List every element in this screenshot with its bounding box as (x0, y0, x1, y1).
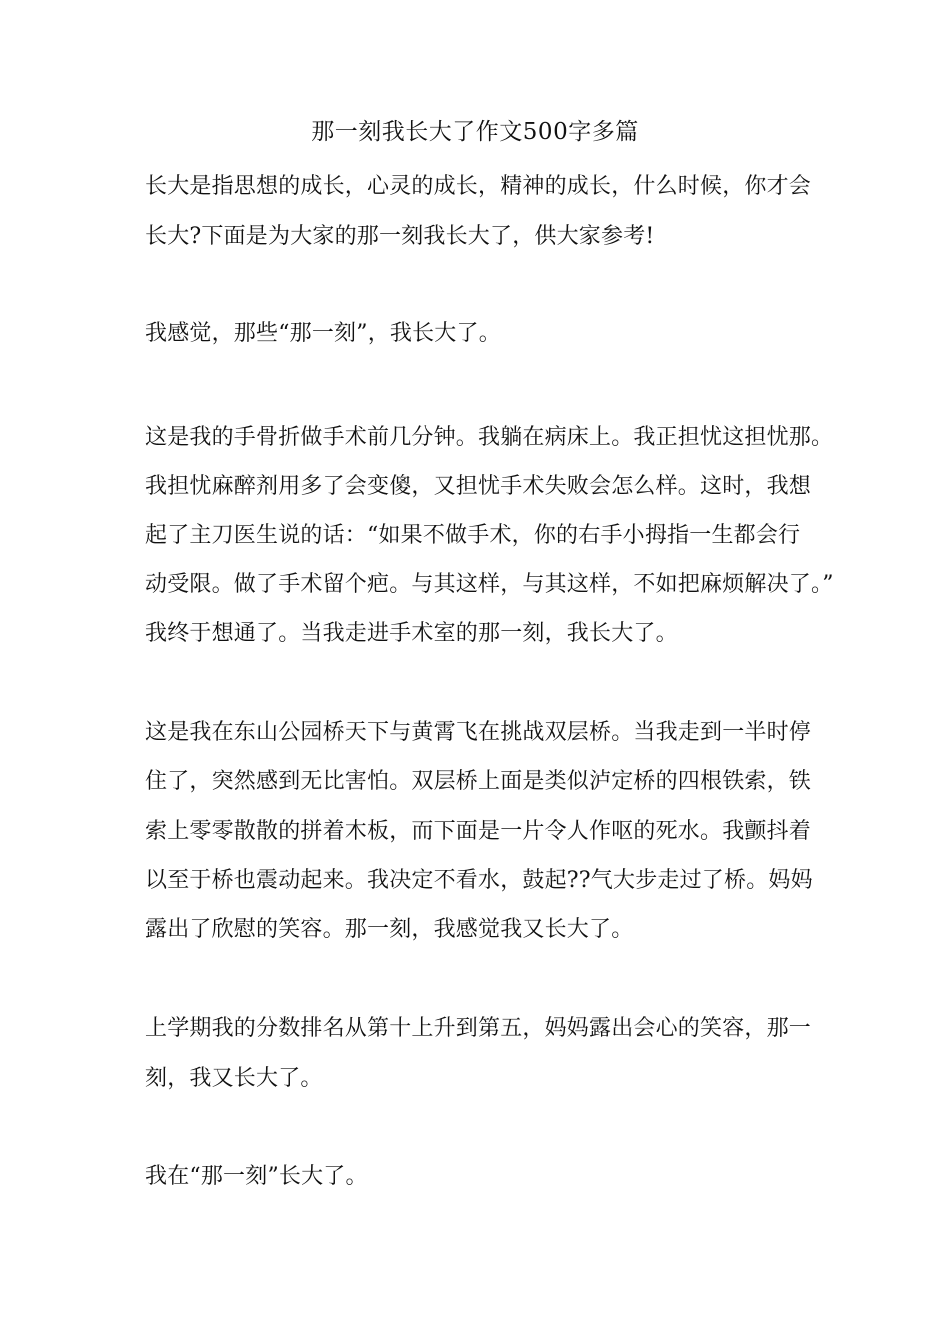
paragraph-3-line-3: 索上零零散散的拼着木板，而下面是一片令人作呕的死水。我颤抖着 (145, 819, 812, 844)
paragraph-1-line-1: 我感觉，那些“那一刻”，我长大了。 (145, 321, 501, 346)
paragraph-5-line-1: 我在“那一刻”长大了。 (145, 1164, 368, 1189)
paragraph-4-line-2: 刻，我又长大了。 (145, 1066, 323, 1091)
paragraph-2-line-2: 我担忧麻醉剂用多了会变傻，又担忧手术失败会怎么样。这时，我想 (145, 474, 812, 499)
paragraph-2-line-1: 这是我的手骨折做手术前几分钟。我躺在病床上。我正担忧这担忧那。 (145, 425, 834, 450)
document-title: 那一刻我长大了作文500字多篇 (311, 119, 639, 145)
paragraph-3-line-1: 这是我在东山公园桥天下与黄霄飞在挑战双层桥。当我走到一半时停 (145, 720, 812, 745)
paragraph-3-line-4: 以至于桥也震动起来。我决定不看水，鼓起??气大步走过了桥。妈妈 (145, 868, 813, 893)
paragraph-3-line-5: 露出了欣慰的笑容。那一刻，我感觉我又长大了。 (145, 917, 634, 942)
paragraph-2-line-4: 动受限。做了手术留个疤。与其这样，与其这样，不如把麻烦解决了。” (145, 572, 834, 597)
paragraph-2-line-3: 起了主刀医生说的话：“如果不做手术，你的右手小拇指一生都会行 (145, 523, 801, 548)
intro-line-2: 长大?下面是为大家的那一刻我长大了，供大家参考! (145, 224, 655, 249)
paragraph-2-line-5: 我终于想通了。当我走进手术室的那一刻，我长大了。 (145, 621, 678, 646)
paragraph-4-line-1: 上学期我的分数排名从第十上升到第五，妈妈露出会心的笑容，那一 (145, 1016, 812, 1041)
paragraph-3-line-2: 住了，突然感到无比害怕。双层桥上面是类似泸定桥的四根铁索，铁 (145, 769, 812, 794)
intro-line-1: 长大是指思想的成长，心灵的成长，精神的成长，什么时候，你才会 (145, 174, 812, 199)
